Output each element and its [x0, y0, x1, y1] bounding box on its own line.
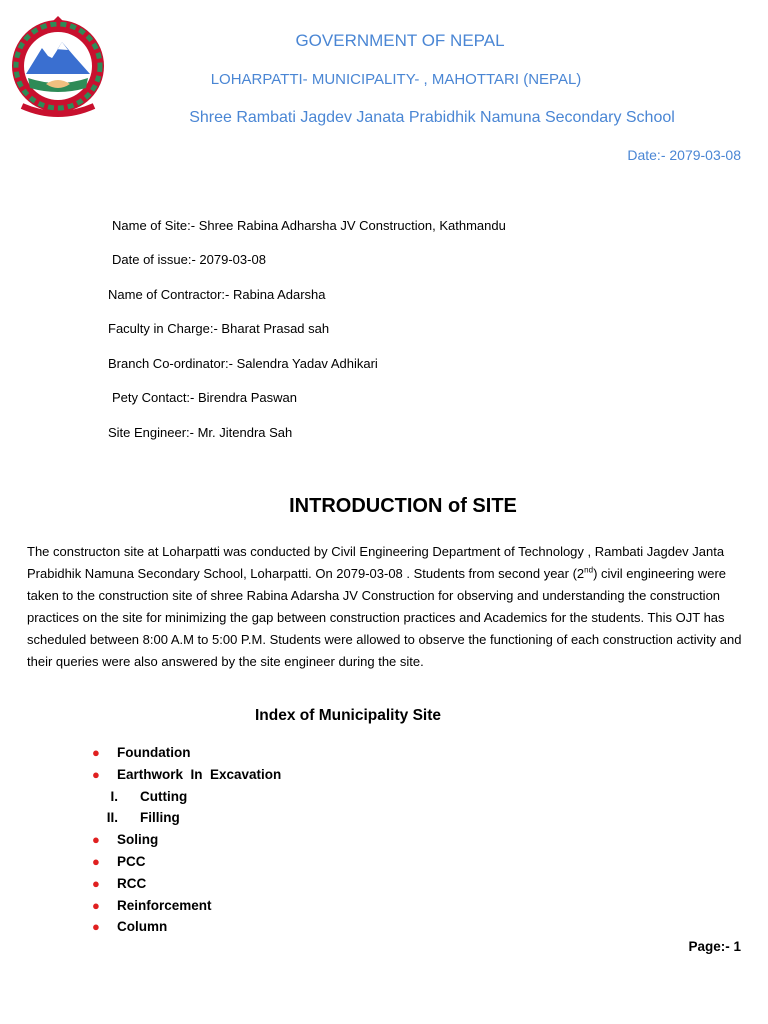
- bullet-icon: ●: [92, 897, 100, 913]
- document-date: Date:- 2079-03-08: [627, 147, 741, 163]
- list-item-label: Column: [117, 919, 168, 935]
- nepal-emblem-icon: [2, 12, 114, 124]
- list-item: [0, 829, 300, 851]
- roman-numeral: II.: [106, 810, 118, 826]
- list-item-label: Cutting: [140, 788, 188, 804]
- date-of-issue-line: Date of issue:- 2079-03-08: [112, 252, 266, 267]
- pety-contact-line: Pety Contact:- Birendra Paswan: [112, 390, 297, 405]
- list-item-label: RCC: [117, 875, 147, 891]
- index-title: Index of Municipality Site: [254, 707, 442, 724]
- index-list: [0, 742, 300, 938]
- list-item: [0, 873, 300, 895]
- contractor-line: Name of Contractor:- Rabina Adarsha: [108, 287, 326, 302]
- list-item: [0, 895, 300, 917]
- introduction-paragraph: The constructon site at Loharpatti was conducted by Civil Engineering Department of Technology , Rambati Jagdev Janta Prabidhik Namuna Secondary School, Loharpatti. On 2079-03-08 . Students from second year (2nd) civil engineering were taken to the construction site of shree Rabina Adarsha JV Construction for observing and understanding the construction practices on the site for minimizing the gap between construction practices and Academics for the students. This OJT has scheduled between 8:00 A.M to 5:00 P.M. Students were allowed to observe the functioning of each construction activity and their queries were also answered by the site engineer during the site.: [27, 544, 742, 669]
- list-item: [0, 807, 300, 829]
- bullet-icon: ●: [92, 745, 100, 760]
- list-item-label: Earthwork In Excavation: [117, 766, 282, 782]
- list-item: [0, 742, 300, 764]
- bullet-icon: ●: [92, 919, 100, 935]
- page-number: Page:- 1: [688, 939, 741, 954]
- site-name-line: Name of Site:- Shree Rabina Adharsha JV Construction, Kathmandu: [112, 218, 506, 233]
- roman-numeral: I.: [110, 788, 118, 804]
- list-item-label: Reinforcement: [117, 897, 212, 913]
- list-item-label: Filling: [140, 810, 180, 826]
- site-engineer-line: Site Engineer:- Mr. Jitendra Sah: [108, 425, 293, 440]
- bullet-icon: ●: [92, 853, 100, 869]
- branch-coordinator-line: Branch Co-ordinator:- Salendra Yadav Adhikari: [108, 356, 378, 371]
- list-item-label: Foundation: [117, 745, 191, 760]
- government-heading: GOVERNMENT OF NEPAL: [295, 31, 505, 50]
- list-item-label: Soling: [117, 832, 159, 848]
- bullet-icon: ●: [92, 832, 100, 848]
- list-item-label: PCC: [117, 853, 146, 869]
- faculty-line: Faculty in Charge:- Bharat Prasad sah: [108, 321, 330, 336]
- bullet-icon: ●: [92, 766, 100, 782]
- municipality-heading: LOHARPATTI- MUNICIPALITY- , MAHOTTARI (NEPAL): [210, 71, 582, 88]
- list-item: [0, 764, 300, 786]
- school-heading: Shree Rambati Jagdev Janata Prabidhik Namuna Secondary School: [189, 109, 675, 126]
- list-item: [0, 786, 300, 808]
- bullet-icon: ●: [92, 875, 100, 891]
- introduction-title: INTRODUCTION of SITE: [289, 495, 517, 517]
- list-item: [0, 851, 300, 873]
- list-item: [0, 916, 300, 938]
